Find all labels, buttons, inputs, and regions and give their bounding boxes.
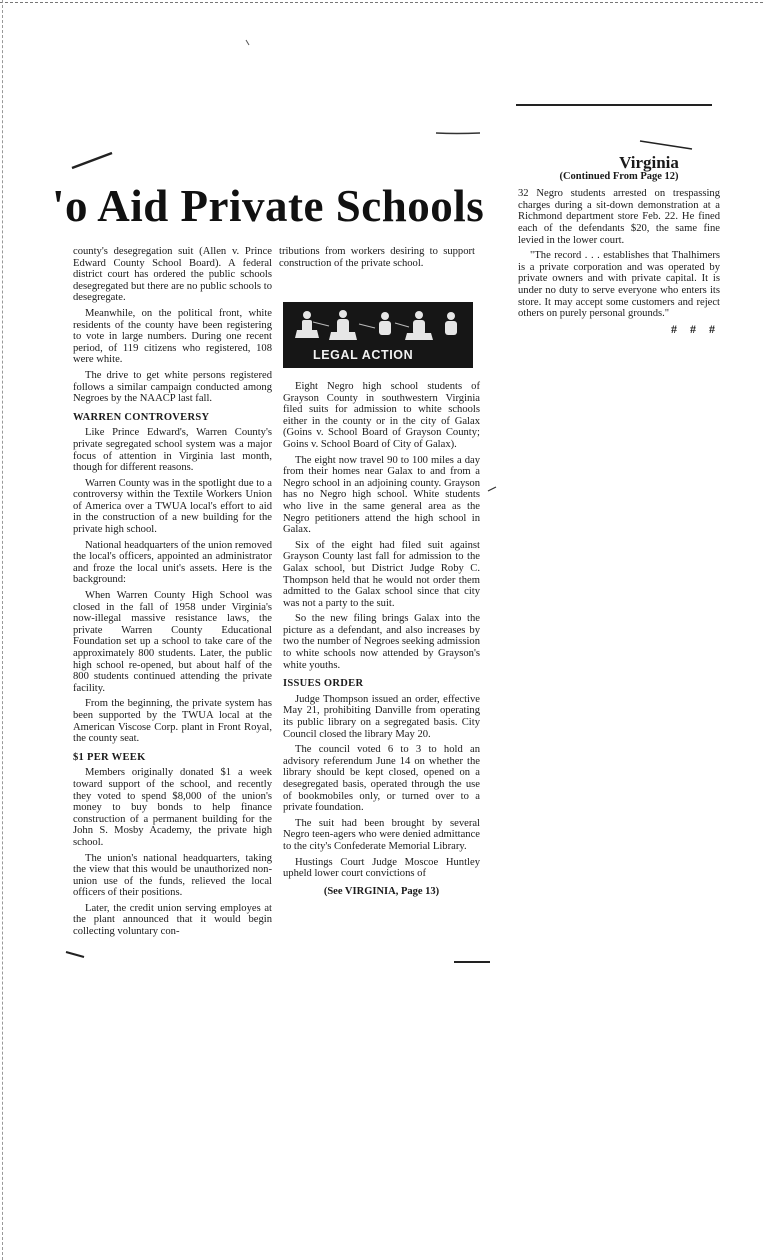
legal-action-logo	[283, 302, 473, 368]
paragraph: Meanwhile, on the political front, white residents of the county have been registering to vote in large numbers. During one recent period, of 119 citizens who registered, 108 were white.	[73, 307, 272, 366]
article-column-middle-top	[279, 246, 475, 273]
paragraph: Later, the credit union serving employes at the plant announced that it would begin collecting voluntary con-	[73, 902, 272, 938]
article-column-middle	[283, 381, 480, 897]
paragraph: county's desegregation suit (Allen v. Prince Edward County School Board). A federal district court has ordered the public schools desegregated but there are no public schools to desegregate.	[73, 246, 272, 304]
article-column-left	[73, 246, 272, 942]
paragraph: The drive to get white persons registered follows a similar campaign conducted among Negroes by the NAACP last fall.	[73, 369, 272, 405]
paragraph: Six of the eight had filed suit against Grayson County last fall for admission to the Galax school, but District Judge Roby C. Thompson held that he would not order them admitted to the Galax school since that city was not a party to the suit.	[283, 539, 480, 609]
paragraph: Eight Negro high school students of Grayson County in southwestern Virginia filed suits for admission to white schools either in the county or in the city of Galax (Goins v. School Board of Grayson County; Goins v. School Board of City of Galax).	[283, 381, 480, 450]
paragraph: From the beginning, the private system has been supported by the TWUA local at the American Viscose Corp. plant in Front Royal, the county seat.	[73, 698, 272, 745]
paragraph: "The record . . . establishes that Thalhimers is a private corporation and was operated by private owners and with private capital. It is under no duty to serve everyone who enters its store. It may accept some customers and reject others on purely personal grounds."	[518, 250, 720, 320]
column-rule	[516, 104, 712, 106]
paragraph: So the new filing brings Galax into the picture as a defendant, and also increases by two the number of Negroes seeking admission to white schools now attended by Grayson's white youths.	[283, 613, 480, 671]
paragraph: The union's national headquarters, taking the view that this would be unauthorized non-union use of the funds, relieved the local officers of their positions.	[73, 852, 272, 899]
section-heading-virginia: Virginia	[619, 153, 679, 172]
subheading-issues-order: ISSUES ORDER	[283, 678, 364, 690]
continuation-reference: (See VIRGINIA, Page 13)	[323, 885, 440, 897]
paragraph: The eight now travel 90 to 100 miles a day from their homes near Galax to and from a Negro school in an adjoining county. Grayson has no Negro high school. White students who live in the same general area as the Negro petitioners attend the high school in Galax.	[283, 454, 480, 536]
paragraph: 32 Negro students arrested on trespassing charges during a sit-down demonstration at a Richmond department store Feb. 22. He fined each of the defendants $20, the same fine levied in the lower court.	[518, 188, 720, 246]
page-top-border	[0, 2, 763, 3]
end-mark: # # #	[671, 321, 720, 336]
paragraph: When Warren County High School was closed in the fall of 1958 under Virginia's now-illegal massive resistance laws, the private Warren County Educational Foundation set up a school to take care of the approximately 800 students. Later, the public high school re-opened, but about half of the 800 students continued attending the private facility.	[73, 590, 272, 694]
paragraph: tributions from workers desiring to support construction of the private school.	[279, 246, 475, 269]
paragraph: Judge Thompson issued an order, effective May 21, prohibiting Danville from operating its public library on a segregated basis. City Council closed the library May 20.	[283, 693, 480, 740]
legal-action-caption: LEGAL ACTION	[313, 348, 414, 362]
paragraph: Warren County was in the spotlight due to a controversy within the Textile Workers Union of America over a TWUA local's effort to aid in the construction of a new building for the private high school.	[73, 477, 272, 536]
article-column-right	[518, 153, 720, 336]
paragraph: Members originally donated $1 a week toward support of the school, and recently they voted to spend $8,000 of the union's money to buy bonds to help finance construction of a permanent building for the John S. Mosby Academy, the private high school.	[73, 767, 272, 848]
paragraph: The council voted 6 to 3 to hold an advisory referendum June 14 on whether the library should be kept closed, opened on a desegregated basis, operated through the use of bookmobiles only, or turned over to a private foundation.	[283, 744, 480, 814]
subheading-warren-controversy: WARREN CONTROVERSY	[73, 411, 210, 423]
continued-from-label: (Continued From Page 12)	[559, 170, 679, 182]
page-left-border	[2, 0, 3, 1260]
subheading-1-per-week: $1 PER WEEK	[73, 751, 146, 763]
paragraph: Hustings Court Judge Moscoe Huntley upheld lower court convictions of	[283, 856, 480, 880]
legal-action-figures-icon	[293, 308, 465, 344]
paragraph: The suit had been brought by several Negro teen-agers who were denied admittance to the city's Confederate Memorial Library.	[283, 817, 480, 852]
paragraph: Like Prince Edward's, Warren County's private segregated school system was a major focus of attention in Virginia last month, though for different reasons.	[73, 427, 272, 474]
headline: 'o Aid Private Schools	[52, 181, 485, 231]
paragraph: National headquarters of the union removed the local's officers, appointed an administrator and froze the local unit's assets. Here is the background:	[73, 539, 272, 586]
